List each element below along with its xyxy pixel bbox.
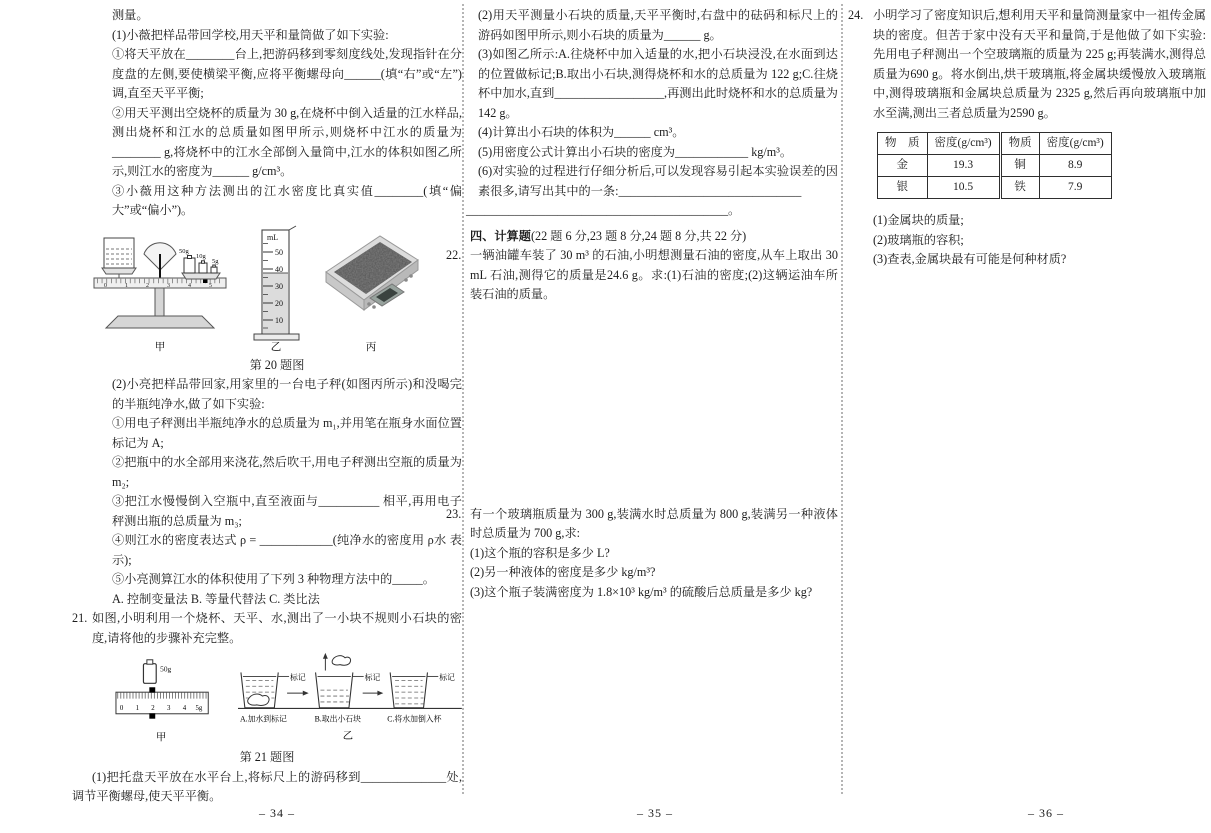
rider-bottom-marker xyxy=(149,713,155,718)
cyl-tick-30: 30 xyxy=(275,281,283,291)
section-4-title: 四、计算题 xyxy=(470,228,531,243)
page-35-column xyxy=(446,6,838,602)
header-substance-2: 物质 xyxy=(1000,133,1039,155)
q24-part2: (2)玻璃瓶的容积; xyxy=(873,232,964,247)
cyl-tick-20: 20 xyxy=(275,298,283,308)
q21-part3: (3)如图乙所示:A.往烧杯中加入适量的水,把小石块浸没,在水面到达的位置做标记;B.取出小石块,测得烧杯和水的总质量为 122 g;C.往烧杯中加水,直到__________________,再测出此时烧杯和水的总质量为 142 g。 xyxy=(478,47,838,120)
q21-part4: (4)计算出小石块的体积为______ cm³。 xyxy=(478,125,685,139)
step-c-label: C.将水加倒入杯 xyxy=(387,714,442,724)
cyl-tick-40: 40 xyxy=(275,264,283,274)
cyl-unit-label: mL xyxy=(267,232,279,242)
q24-part1: (1)金属块的质量; xyxy=(873,213,964,227)
question-22-number: 22. xyxy=(446,248,462,262)
q21-part2: (2)用天平测量小石块的质量,天平平衡时,右盘中的砝码和标尺上的游码如图甲所示,则小石块的质量为______ g。 xyxy=(478,8,838,42)
q20-part2-intro: (2)小亮把样品带回家,用家里的一台电子秤(如图丙所示)和没喝完的半瓶纯净水,做了如下实验: xyxy=(112,377,462,411)
stone-up-arrow xyxy=(323,653,328,659)
cell-iron: 铁 xyxy=(1000,177,1039,199)
weight-50g xyxy=(184,258,195,273)
q20-part2-step3: ③把江水慢慢倒入空瓶中,直至液面与__________ 相平,再用电子秤测出瓶的总质量为 m₃; xyxy=(112,494,462,528)
weight-50g xyxy=(143,664,156,684)
question-22-text: 一辆油罐车装了 30 m³ 的石油,小明想测量石油的密度,从车上取出 30 mL 石油,测得它的质量是24.6 g。求:(1)石油的密度;(2)这辆运油车所装石油的质量。 xyxy=(470,248,838,301)
balance-scale-figure xyxy=(84,224,236,354)
q21-continuation xyxy=(478,6,838,201)
cell-gold-density: 19.3 xyxy=(927,155,1000,177)
column-divider-1 xyxy=(462,4,464,794)
question-24-number: 24. xyxy=(848,8,864,22)
rider-ruler-figure xyxy=(114,658,212,746)
q20-part2-step2: ②把瓶中的水全部用来浇花,然后吹干,用电子秤测出空瓶的质量为 m₂; xyxy=(112,455,462,489)
cell-silver: 银 xyxy=(878,177,928,199)
question-24 xyxy=(848,6,1206,270)
q20-part1-intro: (1)小薇把样品带回学校,用天平和量筒做了如下实验: xyxy=(112,27,389,42)
q20-intro-tail: 测量。 xyxy=(112,8,149,22)
stone-in-beaker xyxy=(248,694,269,705)
question-24-text: 小明学习了密度知识后,想利用天平和量筒测量家中一祖传金属块的密度。但苦于家中没有天平和量筒,于是他做了如下实验:先用电子秤测出一个空玻璃瓶的质量为 225 g;再装满水,测得总质量为690 g。将水倒出,烘干玻璃瓶,将金属块缓慢放入玻璃瓶中,测得玻璃瓶和金属块总质量为 2325 g,然后再向玻璃瓶中加水至满,测出三者总质量为2590 g。 xyxy=(873,8,1206,120)
question-21-text: 如图,小明利用一个烧杯、天平、水,测出了一小块不规则小石块的密度,请将他的步骤补充完整。 xyxy=(92,611,462,645)
question-23-number: 23. xyxy=(446,506,462,521)
cell-silver-density: 10.5 xyxy=(927,177,1000,199)
q20-part1-step2: ②用天平测出空烧杯的质量为 30 g,在烧杯中倒入适量的江水样品,测出烧杯和江水的总质量如图甲所示,则烧杯中江水的质量为________ g,将烧杯中的江水全部倒入量筒中,江水的体积如图乙所示,则江水的密度为______ g/cm³。 xyxy=(112,105,462,178)
column-divider-2 xyxy=(841,4,843,794)
header-density-2: 密度(g/cm³) xyxy=(1039,133,1111,155)
page-34-number: – 34 – xyxy=(259,806,295,820)
question-21-figure xyxy=(114,652,462,746)
cell-gold: 金 xyxy=(878,155,928,177)
density-table xyxy=(877,132,1112,199)
q23-part2: (2)另一种液体的密度是多少 kg/m³? xyxy=(470,565,656,579)
question-20-figure xyxy=(84,224,462,354)
stone-removed xyxy=(332,656,350,666)
beam-tick-0: 0 xyxy=(104,282,107,289)
q20-part1-step1: ①将天平放在________台上,把游码移到零刻度线处,发现指针在分度盘的左侧,要使横梁平衡,应将平衡螺母向______(填“右”或“左”)调,直至天平平衡; xyxy=(112,47,462,100)
weight-label-10g: 10g xyxy=(196,252,206,260)
question-21-number: 21. xyxy=(72,611,88,625)
question-23-text: 有一个玻璃瓶质量为 300 g,装满水时总质量为 800 g,装满另一种液体时总质量为 700 g,求: xyxy=(470,506,838,540)
mark-label-b: 标记 xyxy=(364,672,381,682)
cell-copper-density: 8.9 xyxy=(1039,155,1111,177)
beaker-steps-figure xyxy=(238,652,462,746)
q23-part1: (1)这个瓶的容积是多少 L? xyxy=(470,545,610,560)
figure-label-jia: 甲 xyxy=(155,732,167,744)
beam-tick-2: 2 xyxy=(146,282,149,289)
page-36-column xyxy=(848,6,1206,270)
page-36-number: – 36 – xyxy=(1028,806,1064,820)
cell-iron-density: 7.9 xyxy=(1039,177,1111,199)
left-pan xyxy=(102,268,136,274)
ruler-5g: 5g xyxy=(195,704,203,712)
figure-label-jia: 甲 xyxy=(154,341,166,353)
weight-label: 50g xyxy=(160,664,172,674)
section-4-points: (22 题 6 分,23 题 8 分,24 题 8 分,共 22 分) xyxy=(530,228,747,243)
ruler-1: 1 xyxy=(135,704,140,712)
measuring-cylinder-figure xyxy=(248,224,306,354)
weight-10g xyxy=(199,263,207,273)
q21-part6: (6)对实验的过程进行仔细分析后,可以发现容易引起本实验误差的因素很多,请写出其中的一条:______________________________ xyxy=(478,164,838,198)
ruler-0: 0 xyxy=(119,704,124,712)
table-row xyxy=(878,177,1112,199)
q24-part3: (3)查表,金属块最有可能是何种材质? xyxy=(873,252,1067,266)
page-34-column xyxy=(72,6,462,807)
figure-21-caption: 第 21 题图 xyxy=(239,750,295,764)
weight-5g xyxy=(211,267,217,273)
ruler-2: 2 xyxy=(151,704,155,712)
header-density-1: 密度(g/cm³) xyxy=(927,133,1000,155)
q20-part2-options: A. 控制变量法 B. 等量代替法 C. 类比法 xyxy=(112,591,320,606)
mark-label-a: 标记 xyxy=(290,672,306,682)
q23-part3: (3)这个瓶子装满密度为 1.8×10³ kg/m³ 的硫酸后总质量是多少 kg? xyxy=(470,584,813,599)
step-b-label: B.取出小石块 xyxy=(314,714,362,724)
table-row xyxy=(878,155,1112,177)
figure-20-caption: 第 20 题图 xyxy=(249,357,305,372)
beaker xyxy=(104,238,134,268)
beam-tick-3: 3 xyxy=(167,282,170,289)
question-22 xyxy=(446,246,838,305)
cell-copper: 铜 xyxy=(1000,155,1039,177)
q21-part5: (5)用密度公式计算出小石块的密度为____________ kg/m³。 xyxy=(478,144,793,159)
electronic-scale-photo xyxy=(318,224,424,354)
right-pan xyxy=(182,273,220,279)
cyl-tick-10: 10 xyxy=(275,315,283,325)
figure-label-yi: 乙 xyxy=(270,341,282,353)
q21-part1: (1)把托盘天平放在水平台上,将标尺上的游码移到______________处,调节平衡螺母,使天平平衡。 xyxy=(72,769,462,803)
q20-part2-step1: ①用电子秤测出半瓶纯净水的总质量为 m₁,并用笔在瓶身水面位置标记为 A; xyxy=(112,416,462,450)
q20-part2-step5: ⑤小亮测算江水的体积使用了下列 3 种物理方法中的_____。 xyxy=(112,572,435,586)
step-a-label: A.加水到标记 xyxy=(240,714,287,724)
cyl-tick-50: 50 xyxy=(275,247,283,257)
page-35-number: – 35 – xyxy=(637,806,673,820)
weight-label-5g: 5g xyxy=(212,257,219,265)
header-substance-1: 物 质 xyxy=(878,133,928,155)
q21-part6-blank-line: ___________________________________________。 xyxy=(466,203,741,217)
mark-label-c: 标记 xyxy=(439,672,456,682)
q20-part1-step3: ③小薇用这种方法测出的江水密度比真实值________(填“偏大”或“偏小”)。 xyxy=(112,183,462,217)
question-21 xyxy=(72,609,462,807)
rider-top-marker xyxy=(149,687,155,692)
table-header-row xyxy=(878,133,1112,155)
beam-tick-5: 5 xyxy=(209,282,212,289)
beam-tick-1: 1 xyxy=(125,282,128,289)
question-23 xyxy=(446,505,838,603)
q20-part2-step4: ④则江水的密度表达式 ρ = ____________(纯净水的密度用 ρ水 表示); xyxy=(112,533,462,567)
figure-label-yi: 乙 xyxy=(342,731,354,743)
figure-label-bing: 丙 xyxy=(365,341,377,353)
weight-label-50g: 50g xyxy=(179,247,189,255)
ruler-3: 3 xyxy=(167,704,171,712)
beam-tick-4: 4 xyxy=(188,282,191,289)
section-4-header xyxy=(470,227,838,247)
ruler-4: 4 xyxy=(182,704,187,712)
